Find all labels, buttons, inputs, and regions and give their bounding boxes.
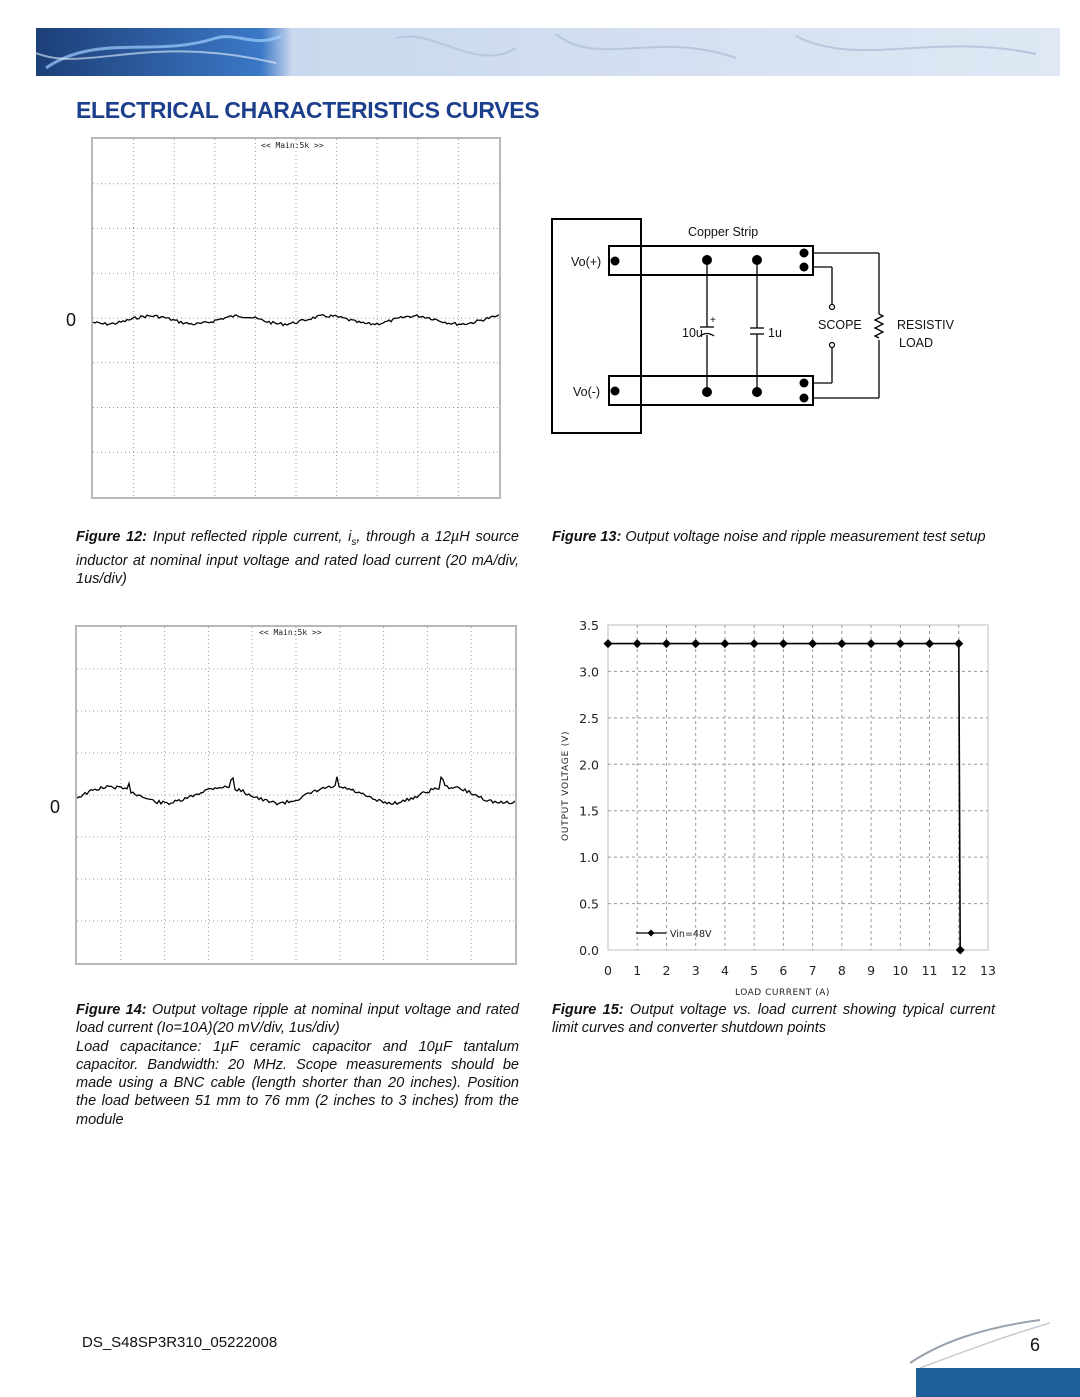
- chart-y-tick-label: 1.5: [579, 803, 599, 819]
- chart-x-tick-label: 11: [921, 963, 938, 978]
- figure14-caption-text: Output voltage ripple at nominal input voltage and rated load current (Io=10A)(20 mV/div, 1us/div): [76, 1002, 519, 1037]
- figure14-scope-header: << Main:5k >>: [259, 628, 322, 637]
- chart-x-tick-label: 3: [691, 963, 700, 978]
- chart-y-tick-label: 2.5: [579, 710, 599, 726]
- chart-x-tick-label: 0: [604, 963, 612, 978]
- figure14-caption: [76, 1001, 519, 1129]
- chart-x-tick-label: 9: [867, 963, 876, 978]
- figure13-test-setup-schematic: [545, 215, 975, 440]
- chart-y-tick-label: 1.0: [579, 850, 599, 866]
- figure13-caption-label: Figure 13:: [552, 529, 622, 545]
- load-label: LOAD: [899, 336, 934, 350]
- figure14-ripple-trace: [77, 777, 515, 805]
- chart-x-tick-label: 7: [808, 963, 817, 978]
- vo-pos-label: Vo(+): [571, 255, 602, 269]
- chart-x-tick-label: 4: [720, 963, 729, 978]
- header-banner: [36, 28, 1060, 76]
- figure12-caption-subscript: s: [351, 536, 357, 548]
- figure14-caption-label: Figure 14:: [76, 1002, 147, 1018]
- module-outline: [552, 219, 641, 433]
- scope-label: SCOPE: [818, 318, 862, 332]
- figure14-waveform-plot: [77, 627, 515, 963]
- vo-neg-label: Vo(-): [573, 385, 601, 399]
- figure13-caption: [552, 528, 995, 546]
- scope-probe-ground: [830, 343, 835, 348]
- figure14-caption-note: Load capacitance: 1µF ceramic capacitor and 10µF tantalum capacitor. Bandwidth: 20 MHz. Scope measurements should be made using a BNC cable (length shorter than 20 inches). Position the load between 51 mm to 76 mm (2 inches to 3 inches) from the module: [76, 1038, 519, 1128]
- cap-polarity-plus: +: [710, 315, 716, 326]
- chart-y-tick-label: 0.5: [579, 896, 599, 912]
- chart-x-tick-label: 8: [837, 963, 846, 978]
- chart-y-tick-label: 0.0: [579, 943, 599, 958]
- chart-x-tick-label: 2: [662, 963, 671, 978]
- figure14-scope-screen: [75, 625, 517, 965]
- cap-10u-label: 10u: [682, 326, 703, 340]
- figure15-caption-label: Figure 15:: [552, 1002, 624, 1018]
- chart-x-tick-label: 10: [892, 963, 909, 978]
- figure12-zero-marker: 0: [66, 310, 77, 330]
- chart-legend-label: Vin=48V: [670, 929, 712, 940]
- figure12-scope-header: << Main:5k >>: [261, 141, 324, 150]
- figure12-caption-text-a: Input reflected ripple current, i: [147, 529, 352, 545]
- chart-y-tick-label: 3.0: [579, 664, 599, 680]
- copper-strip-label: Copper Strip: [688, 225, 759, 239]
- figure12-caption-text-b: , through a 12µH source inductor at nominal input voltage and rated load current (20 mA/div, 1us/div): [76, 529, 519, 588]
- footer-decoration: [910, 1318, 1080, 1397]
- figure12-caption: [76, 528, 519, 589]
- chart-plot-area: [608, 625, 988, 950]
- chart-x-tick-label: 6: [779, 963, 788, 978]
- cap-1u-label: 1u: [768, 326, 782, 340]
- page-number: 6: [1030, 1335, 1041, 1355]
- figure15-caption-text: Output voltage vs. load current showing typical current limit curves and converter shutdown points: [552, 1002, 995, 1037]
- figure12-caption-label: Figure 12:: [76, 529, 147, 545]
- vo-neg-terminal: [611, 387, 620, 396]
- resistive-label: RESISTIV: [897, 318, 954, 332]
- chart-y-tick-label: 3.5: [579, 618, 599, 633]
- chart-x-tick-label: 5: [750, 963, 759, 978]
- footer-doc-id: DS_S48SP3R310_05222008: [82, 1334, 278, 1351]
- figure15-voltage-vs-current-chart: [545, 612, 1005, 1002]
- chart-x-tick-label: 1: [633, 963, 642, 978]
- figure12-waveform-plot: [93, 139, 499, 497]
- figure13-caption-text: Output voltage noise and ripple measurement test setup: [621, 529, 986, 545]
- chart-x-tick-label: 12: [950, 963, 967, 978]
- resistive-load-symbol: [875, 314, 883, 338]
- figure15-caption: [552, 1001, 995, 1038]
- vo-pos-terminal: [611, 257, 620, 266]
- figure12-ripple-trace: [93, 315, 499, 326]
- chart-x-tick-label: 13: [980, 963, 996, 978]
- figure12-scope-screen: [91, 137, 501, 499]
- figure14-zero-marker: 0: [50, 797, 61, 817]
- chart-x-axis-label: LOAD CURRENT (A): [735, 988, 830, 998]
- chart-y-axis-label: OUTPUT VOLTAGE (V): [561, 730, 571, 841]
- chart-y-tick-label: 2.0: [579, 757, 599, 773]
- page-title: ELECTRICAL CHARACTERISTICS CURVES: [76, 97, 540, 123]
- scope-probe-tip: [830, 305, 835, 310]
